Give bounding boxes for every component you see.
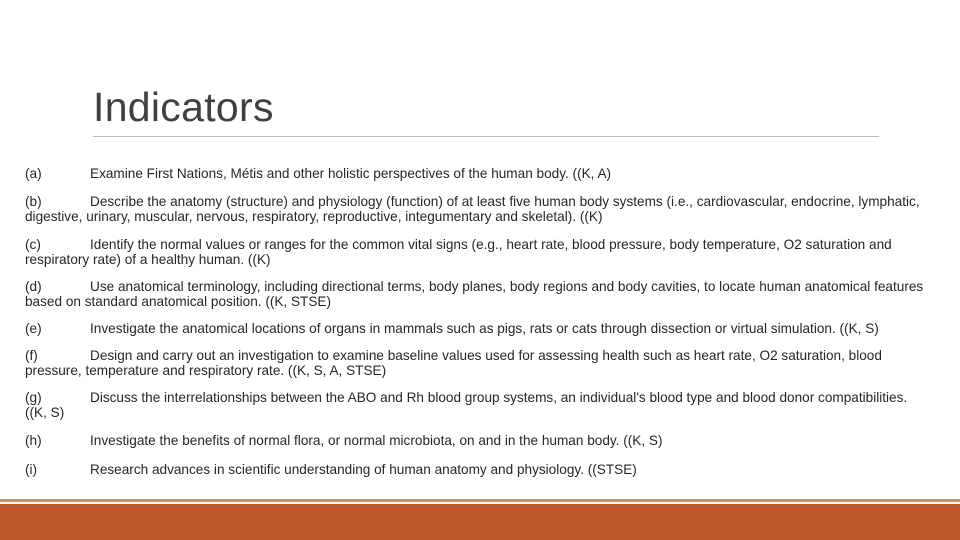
footer-accent-band xyxy=(0,504,960,540)
indicator-text: Investigate the anatomical locations of organs in mammals such as pigs, rats or cats through dissection or virtual simulation. ((K, S) xyxy=(90,321,879,336)
indicator-f xyxy=(25,348,930,378)
indicator-text: Design and carry out an investigation to examine baseline values used for assessing health such as heart rate, O2 saturation, blood pressure, temperature and respiratory rate. ((K, S, A, STSE) xyxy=(25,348,882,378)
indicator-list xyxy=(25,166,930,477)
indicator-label: (b) xyxy=(25,194,42,209)
indicator-label: (c) xyxy=(25,237,41,252)
title-divider xyxy=(93,136,879,137)
indicator-label: (h) xyxy=(25,433,42,448)
indicator-label: (d) xyxy=(25,279,42,294)
indicator-text: Investigate the benefits of normal flora, or normal microbiota, on and in the human body. ((K, S) xyxy=(90,433,663,448)
indicator-i xyxy=(25,462,930,477)
indicator-label: (i) xyxy=(25,462,38,477)
indicator-text: Use anatomical terminology, including directional terms, body planes, body regions and body cavities, to locate human anatomical features based on standard anatomical position. ((K, STSE) xyxy=(25,279,924,309)
indicator-label: (a) xyxy=(25,166,42,181)
indicator-c xyxy=(25,237,930,267)
indicator-text: Examine First Nations, Métis and other holistic perspectives of the human body. ((K, A) xyxy=(90,166,612,181)
indicator-g xyxy=(25,390,930,420)
indicator-text: Discuss the interrelationships between the ABO and Rh blood group systems, an individual's blood type and blood donor compatibilities. ((K, S) xyxy=(25,390,908,420)
indicator-d xyxy=(25,279,930,309)
indicator-a xyxy=(25,166,930,181)
footer-accent-line xyxy=(0,499,960,502)
indicator-text: Identify the normal values or ranges for the common vital signs (e.g., heart rate, blood pressure, body temperature, O2 saturation and respiratory rate) of a healthy human. ((K) xyxy=(25,237,892,267)
indicator-e xyxy=(25,321,930,336)
indicator-label: (f) xyxy=(25,348,38,363)
indicator-text: Describe the anatomy (structure) and physiology (function) of at least five human body systems (i.e., cardiovascular, endocrine, lymphatic, digestive, urinary, muscular, nervous, respiratory, reproductive, integumentary and skeletal). ((K) xyxy=(25,194,920,224)
indicator-text: Research advances in scientific understanding of human anatomy and physiology. ((STSE) xyxy=(90,462,637,477)
indicator-h xyxy=(25,433,930,448)
indicator-b xyxy=(25,194,930,224)
indicator-label: (e) xyxy=(25,321,42,336)
indicator-label: (g) xyxy=(25,390,42,405)
slide-title: Indicators xyxy=(93,84,274,130)
